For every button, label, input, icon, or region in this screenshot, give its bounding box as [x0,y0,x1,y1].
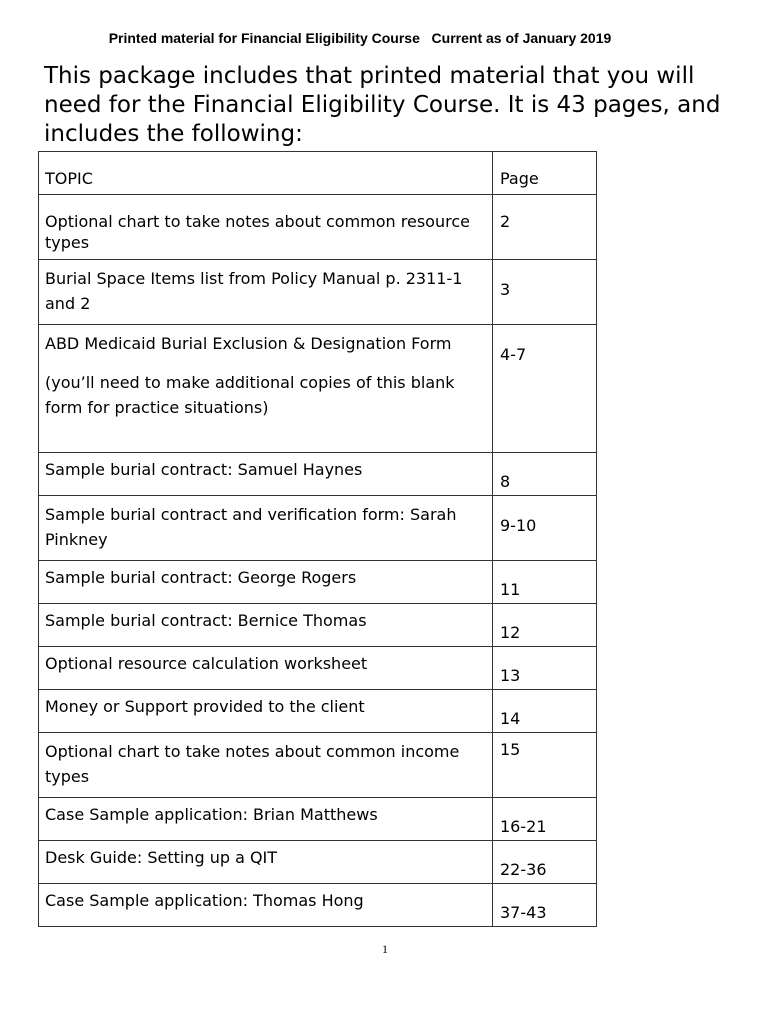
topic-cell: Sample burial contract and verification form: Sarah Pinkney [39,496,493,561]
table-row [39,841,597,884]
intro-paragraph: This package includes that printed material that you will need for the Financial Eligibility Course. It is 43 pages, and includes the following: [44,63,721,147]
topic-cell: Sample burial contract: George Rogers [39,561,493,604]
page-cell: 9-10 [493,496,597,561]
table-row [39,690,597,733]
topic-note: (you’ll need to make additional copies of this blank form for practice situations) [45,373,455,417]
page-cell: 15 [493,733,597,798]
page-column-header: Page [493,152,597,195]
table-row [39,798,597,841]
page-cell: 4-7 [493,325,597,453]
table-row [39,453,597,496]
topic-cell: Optional chart to take notes about common resource types [39,195,493,260]
topic-column-header: TOPIC [39,152,493,195]
table-row [39,884,597,927]
table-row [39,325,597,453]
table-row [39,733,597,798]
table-row [39,496,597,561]
page-cell: 16-21 [493,798,597,841]
table-header-row [39,152,597,195]
topic-cell: ABD Medicaid Burial Exclusion & Designation Form (you’ll need to make additional copies of this blank form for practice situations) [39,325,493,453]
page-cell: 2 [493,195,597,260]
table-row [39,647,597,690]
topic-cell: Money or Support provided to the client [39,690,493,733]
topic-cell: Sample burial contract: Bernice Thomas [39,604,493,647]
topic-cell: Desk Guide: Setting up a QIT [39,841,493,884]
page-cell: 37-43 [493,884,597,927]
page-cell: 13 [493,647,597,690]
page-number: 1 [382,942,388,956]
table-row [39,604,597,647]
page-cell: 14 [493,690,597,733]
page-cell: 22-36 [493,841,597,884]
page-cell: 11 [493,561,597,604]
table-row [39,561,597,604]
topic-cell: Optional resource calculation worksheet [39,647,493,690]
page-cell: 12 [493,604,597,647]
page-cell: 3 [493,260,597,325]
contents-table [38,151,597,927]
topic-cell: Optional chart to take notes about common income types [39,733,493,798]
topic-cell: Case Sample application: Brian Matthews [39,798,493,841]
table-row [39,195,597,260]
topic-cell: Sample burial contract: Samuel Haynes [39,453,493,496]
topic-cell: Case Sample application: Thomas Hong [39,884,493,927]
page-cell: 8 [493,453,597,496]
topic-cell: Burial Space Items list from Policy Manual p. 2311-1 and 2 [39,260,493,325]
document-header: Printed material for Financial Eligibility Course Current as of January 2019 [108,30,612,46]
table-row [39,260,597,325]
